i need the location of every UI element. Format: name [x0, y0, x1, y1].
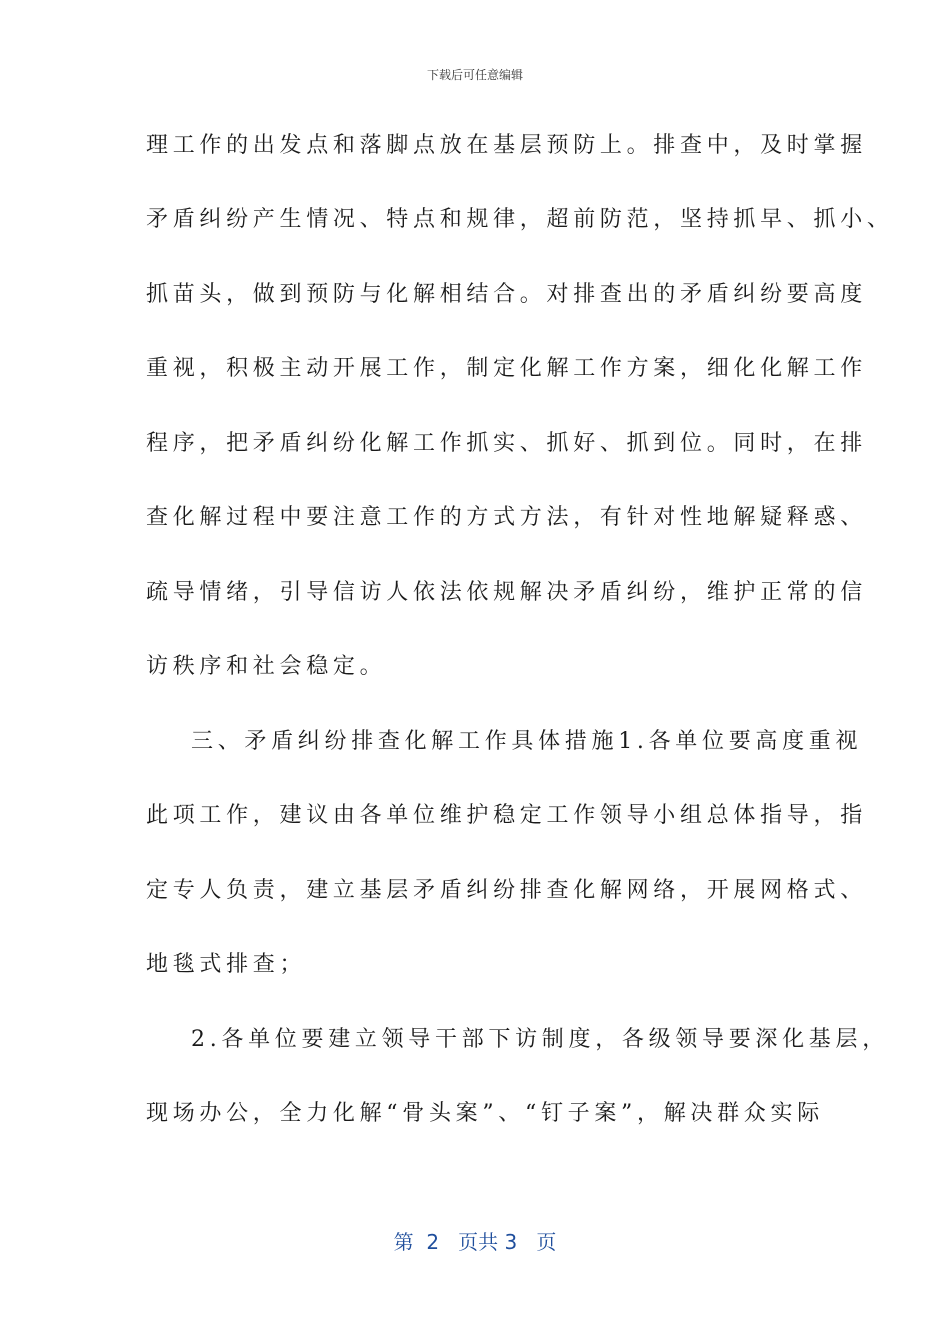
footer-prefix: 第 — [393, 1230, 414, 1254]
page-header: 下载后可任意编辑 — [426, 68, 523, 82]
body-line: 程序，把矛盾纠纷化解工作抓实、抓好、抓到位。同时，在排 — [146, 431, 867, 456]
body-line: 访秩序和社会稳定。 — [146, 654, 387, 679]
section-heading-line: 三、矛盾纠纷排查化解工作具体措施1.各单位要高度重视 — [191, 729, 863, 754]
footer-total-pages: 3 — [504, 1230, 518, 1254]
body-line: 疏导情绪，引导信访人依法依规解决矛盾纠纷，维护正常的信 — [146, 580, 867, 605]
page-footer — [0, 1226, 950, 1255]
body-line: 此项工作，建议由各单位维护稳定工作领导小组总体指导，指 — [146, 803, 867, 828]
paragraph-start-line: 2.各单位要建立领导干部下访制度，各级领导要深化基层， — [191, 1027, 889, 1052]
body-line: 查化解过程中要注意工作的方式方法，有针对性地解疑释惑、 — [146, 505, 867, 530]
body-line: 理工作的出发点和落脚点放在基层预防上。排查中，及时掌握 — [146, 133, 867, 158]
body-line: 现场办公，全力化解“骨头案”、“钉子案”，解决群众实际 — [146, 1101, 824, 1126]
body-line: 矛盾纠纷产生情况、特点和规律，超前防范，坚持抓早、抓小、 — [146, 207, 894, 232]
footer-current-page: 2 — [426, 1230, 440, 1254]
body-line: 定专人负责，建立基层矛盾纠纷排查化解网络，开展网格式、 — [146, 878, 867, 903]
footer-suffix: 页 — [536, 1230, 557, 1254]
body-line: 抓苗头，做到预防与化解相结合。对排查出的矛盾纠纷要高度 — [146, 282, 867, 307]
body-line: 地毯式排查； — [146, 952, 307, 977]
body-line: 重视，积极主动开展工作，制定化解工作方案，细化化解工作 — [146, 356, 867, 381]
footer-middle: 页共 — [458, 1230, 499, 1254]
